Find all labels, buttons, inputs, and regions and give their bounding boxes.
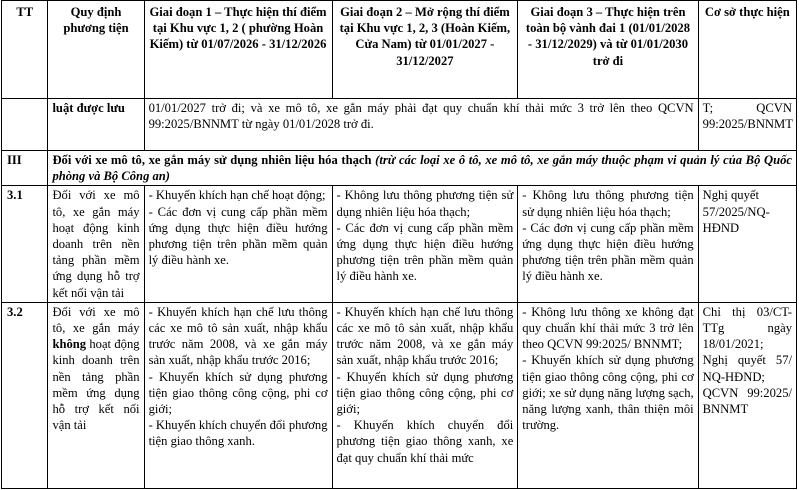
row-basis [698,186,796,302]
list-item: - Khuyến khích sử dụng phương tiện giao thông công cộng, phi cơ giới; [148,369,328,417]
list-item: - Khuyến khích hạn chế lưu thông các xe mô tô sản xuất, nhập khẩu trước năm 2008, và xe gắn máy sản xuất, nhập khẩu trước 2016; [148,304,328,368]
continued-merged-text: 01/01/2027 trở đi; và xe mô tô, xe gắn máy phải đạt quy chuẩn khí thải mức 3 trở lên theo QCVN 99:2025/BNNMT từ ngày 01/01/2028 trở đi. [144,99,698,151]
vehicle-bold: không [52,337,87,352]
table-row [2,186,797,302]
section-title-bold: Đối với xe mô tô, xe gắn máy sử dụng nhiên liệu hóa thạch [52,153,376,167]
row-tt: 3.2 [2,302,48,488]
row-vehicle: Đối với xe mô tô, xe gắn máy hoạt động kinh doanh trên nền tảng phần mềm ứng dụng hỗ trợ kết nối vận tải [48,186,144,302]
section-title-italic: (trừ các loại xe ô tô, xe mô tô, xe gắn máy thuộc phạm vi quản lý của Bộ Quốc phòng và Bộ Công an) [52,153,792,184]
continued-basis: T; QCVN 99:2025/BNNMT [698,99,796,151]
row-phase2 [332,186,518,302]
header-tt: TT [2,1,48,99]
list-item: - Không lưu thông phương tiện sử dụng nhiên liệu hóa thạch; [522,188,694,219]
row-phase3 [518,302,698,488]
row-phase3 [518,186,698,302]
list-item: - Khuyến khích chuyển đổi phương tiện giao thông xanh. [148,418,328,449]
header-phase1: Giai đoạn 1 – Thực hiện thí điểm tại Khu vực 1, 2 ( phường Hoàn Kiếm) từ 01/07/2026 - 31/12/2026 [144,1,332,99]
continued-vehicle: luật được lưu [48,99,144,151]
list-item: - Không lưu thông phương tiện sử dụng nhiên liệu hóa thạch; [336,188,514,219]
list-item: - Các đơn vị cung cấp phần mềm ứng dụng thực hiện điều hướng phương tiện trên phần mềm quản lý điều hành xe. [336,220,514,284]
list-item: - Khuyến khích hạn chế lưu thông các xe mô tô sản xuất, nhập khẩu trước năm 2008, và xe gắn máy sản xuất, nhập khẩu trước 2016; [336,304,514,368]
row-tt: 3.1 [2,186,48,302]
section-row [2,151,797,186]
list-item: - Không lưu thông xe không đạt quy chuẩn khí thải mức 3 trở lên theo QCVN 99:2025/ BNNMT; [522,304,694,352]
row-phase2 [332,302,518,488]
table-header-row [2,1,797,99]
table-row [2,302,797,488]
regulation-table [1,0,797,489]
list-item: - Khuyến khích hạn chế hoạt động; [148,188,326,203]
header-vehicle: Quy định phương tiện [48,1,144,99]
section-tt: III [2,151,48,186]
list-item: - Khuyến khích sử dụng phương tiện giao thông công cộng, phi cơ giới; xe sử dụng năng lượng sạch, năng lượng xanh, thân thiện môi trường. [522,353,694,433]
row-phase1 [144,186,332,302]
row-basis [698,302,796,488]
header-basis: Cơ sở thực hiện [698,1,796,99]
header-phase3: Giai đoạn 3 – Thực hiện trên toàn bộ vành đai 1 (01/01/2028 - 31/12/2029) và từ 01/01/2030 trở đi [518,1,698,99]
header-phase2: Giai đoạn 2 – Mở rộng thí điểm tại Khu vực 1, 2, 3 (Hoàn Kiếm, Cửa Nam) từ 01/01/2027 - 31/12/2027 [332,1,518,99]
list-item: Chỉ thị 03/CT-TTg ngày 18/01/2021; [702,304,792,352]
vehicle-pre: Đối với xe mô tô, xe gắn máy [52,304,140,336]
row-phase1 [144,302,332,488]
row-vehicle [48,302,144,488]
vehicle-post: hoạt động kinh doanh trên nền tảng phần mềm ứng dụng hỗ trợ kết nối vận tải [52,337,140,433]
continued-row [2,99,797,151]
list-item: Nghị quyết 57/2025/NQ-HĐND [702,188,770,235]
list-item: Nghị quyết 57/ NQ-HĐND; [702,353,792,384]
list-item: - Khuyến khích chuyển đổi phương tiện giao thông xanh, xe đạt quy chuẩn khí thải mức [336,418,514,465]
list-item: - Các đơn vị cung cấp phần mềm ứng dụng thực hiện điều hướng phương tiện trên phần mềm quản lý điều hành xe. [148,204,328,268]
list-item: - Khuyến khích sử dụng phương tiện giao thông công cộng, phi cơ giới; [336,369,514,417]
list-item: - Các đơn vị cung cấp phần mềm ứng dụng thực hiện điều hướng phương tiện trên phần mềm quản lý điều hành xe. [522,220,694,284]
section-title [48,151,797,186]
list-item: QCVN 99:2025/ BNNMT [702,385,792,417]
